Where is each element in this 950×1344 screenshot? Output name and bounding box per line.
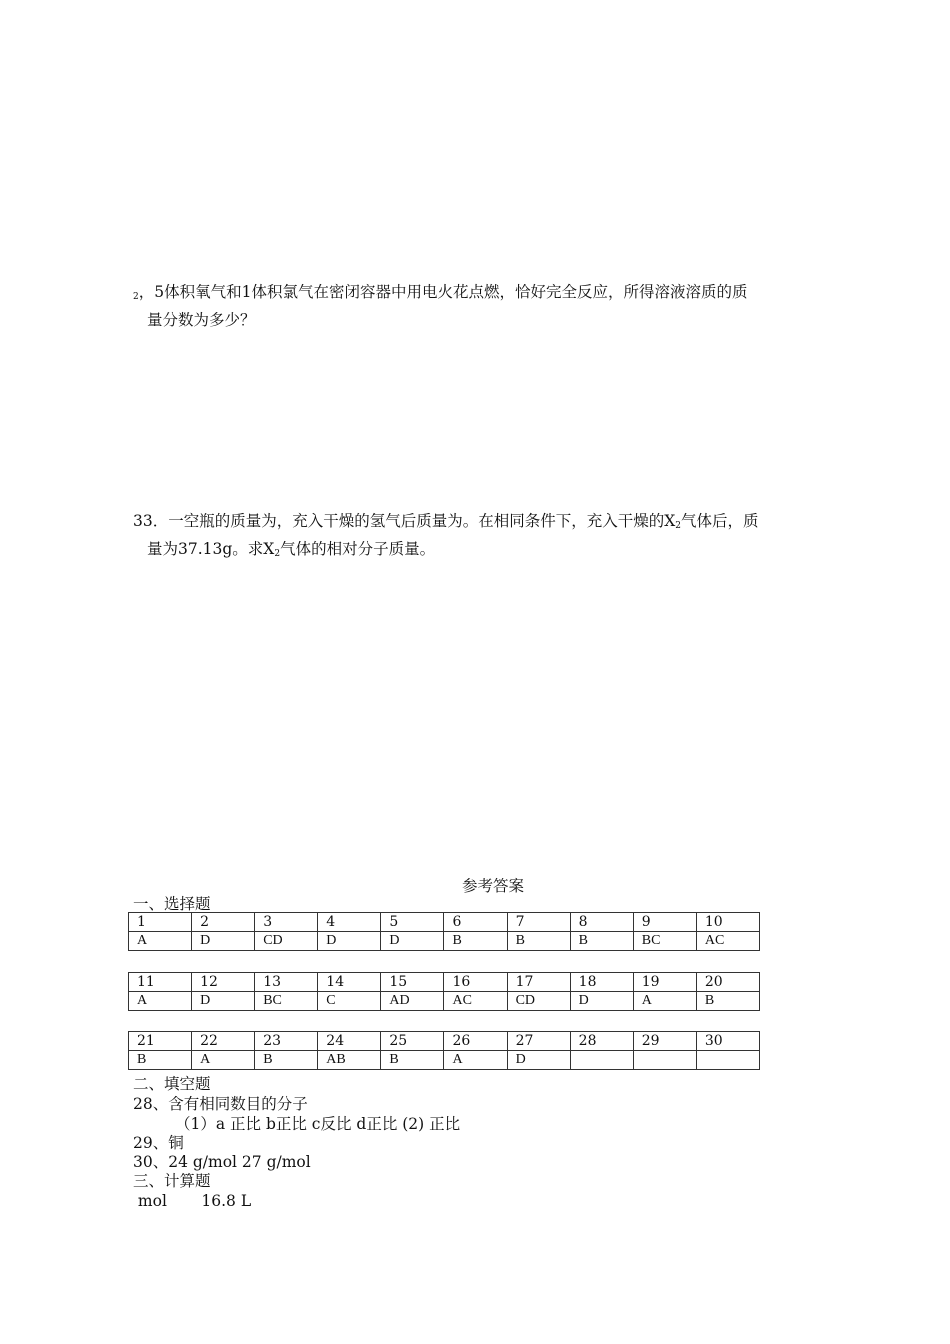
- table-cell: 24: [318, 1032, 381, 1051]
- calc-answer: mol 16.8 L: [133, 1192, 252, 1210]
- table-cell: 14: [318, 973, 381, 992]
- table-cell: 3: [255, 913, 318, 932]
- answer-table-1: [128, 912, 760, 951]
- table-cell: BC: [633, 932, 696, 951]
- table-cell: AB: [318, 1051, 381, 1070]
- table-cell: 21: [129, 1032, 192, 1051]
- table-cell: 15: [381, 973, 444, 992]
- table-row-numbers: [129, 973, 760, 992]
- table-cell: 25: [381, 1032, 444, 1051]
- subscript: 2: [133, 292, 139, 302]
- table-cell: CD: [255, 932, 318, 951]
- table-cell: D: [570, 992, 633, 1011]
- table-row-answers: [129, 992, 760, 1011]
- table-row-answers: [129, 1051, 760, 1070]
- table-cell: 22: [192, 1032, 255, 1051]
- table-cell: [633, 1051, 696, 1070]
- table-cell: 6: [444, 913, 507, 932]
- table-cell: 20: [696, 973, 759, 992]
- table-cell: B: [507, 932, 570, 951]
- table-cell: 29: [633, 1032, 696, 1051]
- table-cell: 26: [444, 1032, 507, 1051]
- table-cell: D: [318, 932, 381, 951]
- answer-28: 28、含有相同数目的分子: [133, 1095, 308, 1113]
- table-cell: 27: [507, 1032, 570, 1051]
- table-cell: 1: [129, 913, 192, 932]
- subscript: 2: [675, 521, 681, 531]
- table-cell: 30: [696, 1032, 759, 1051]
- table-cell: [570, 1051, 633, 1070]
- answer-key-title: 参考答案: [461, 877, 524, 895]
- question-32: [133, 281, 823, 332]
- table-cell: C: [318, 992, 381, 1011]
- table-cell: 23: [255, 1032, 318, 1051]
- table-cell: 10: [696, 913, 759, 932]
- table-row-numbers: [129, 913, 760, 932]
- table-cell: 5: [381, 913, 444, 932]
- table-cell: A: [129, 992, 192, 1011]
- question-32-line-1: $_2$，5体积氧气和1体积氯气在密闭容器中用电火花点燃，恰好完全反应，所得溶液溶质的质: [133, 283, 748, 302]
- table-cell: [696, 1051, 759, 1070]
- table-cell: A: [192, 1051, 255, 1070]
- table-cell: 16: [444, 973, 507, 992]
- table-cell: D: [192, 932, 255, 951]
- table-cell: CD: [507, 992, 570, 1011]
- table-cell: BC: [255, 992, 318, 1011]
- answer-30: 30、24 g/mol 27 g/mol: [133, 1153, 311, 1171]
- table-cell: 13: [255, 973, 318, 992]
- answer-table-3: [128, 1031, 760, 1070]
- table-cell: 17: [507, 973, 570, 992]
- section-3-heading: 三、计算题: [133, 1172, 211, 1190]
- table-cell: A: [633, 992, 696, 1011]
- table-cell: 7: [507, 913, 570, 932]
- table-cell: 8: [570, 913, 633, 932]
- table-cell: 11: [129, 973, 192, 992]
- subscript: 2: [274, 549, 281, 559]
- table-cell: AD: [381, 992, 444, 1011]
- section-2-heading: 二、填空题: [133, 1075, 211, 1093]
- answer-table-2: [128, 972, 760, 1011]
- table-cell: A: [444, 1051, 507, 1070]
- table-cell: B: [570, 932, 633, 951]
- question-32-line-2: 量分数为多少？: [147, 311, 256, 329]
- table-cell: B: [696, 992, 759, 1011]
- table-cell: D: [192, 992, 255, 1011]
- section-1-heading: 一、选择题: [133, 895, 211, 913]
- question-33-line-2: 量为37.13g。求$X_2$气体的相对分子质量。: [147, 540, 436, 559]
- table-cell: 18: [570, 973, 633, 992]
- table-cell: AC: [696, 932, 759, 951]
- table-cell: D: [507, 1051, 570, 1070]
- table-cell: 19: [633, 973, 696, 992]
- table-cell: B: [381, 1051, 444, 1070]
- table-row-numbers: [129, 1032, 760, 1051]
- table-cell: B: [444, 932, 507, 951]
- table-cell: B: [129, 1051, 192, 1070]
- table-cell: B: [255, 1051, 318, 1070]
- table-cell: 28: [570, 1032, 633, 1051]
- table-cell: 9: [633, 913, 696, 932]
- table-cell: D: [381, 932, 444, 951]
- table-cell: A: [129, 932, 192, 951]
- answer-28-detail: （1）a 正比 b正比 c反比 d正比 (2) 正比: [175, 1115, 461, 1133]
- table-cell: 4: [318, 913, 381, 932]
- table-cell: 2: [192, 913, 255, 932]
- table-cell: 12: [192, 973, 255, 992]
- question-33-line-1: 33．一空瓶的质量为，充入干燥的氢气后质量为。在相同条件下，充入干燥的$X_2$气体后，质: [133, 512, 759, 531]
- table-cell: AC: [444, 992, 507, 1011]
- answer-29: 29、铜: [133, 1134, 184, 1152]
- question-33: [133, 510, 823, 566]
- table-row-answers: [129, 932, 760, 951]
